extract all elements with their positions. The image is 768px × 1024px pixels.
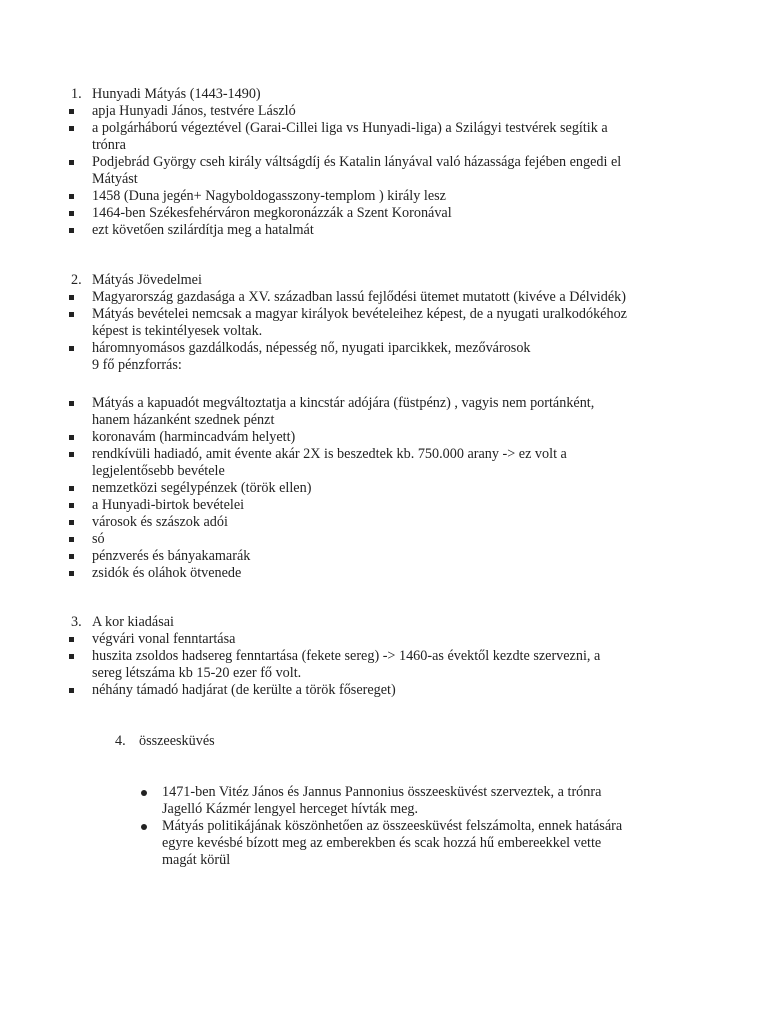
bullet-marker [69, 515, 75, 531]
list-item-line: pénzverés és bányakamarák [92, 548, 251, 564]
list-item-line: Podjebrád György cseh király váltságdíj és Katalin lányával való házassága fejében engedi el [92, 154, 622, 170]
list-item-line: hanem házanként szednek pénzt [92, 412, 275, 428]
bullet-marker [69, 307, 75, 323]
section-3-number: 3. [71, 614, 82, 630]
list-item-line: Mátyás a kapuadót megváltoztatja a kincstár adójára (füstpénz) , vagyis nem portánként, [92, 395, 595, 411]
list-item-line: rendkívüli hadiadó, amit évente akár 2X is beszedtek kb. 750.000 arany -> ez volt a [92, 446, 567, 462]
list-item-line: sereg létszáma kb 15-20 ezer fő volt. [92, 665, 302, 681]
list-item-line: háromnyomásos gazdálkodás, népesség nő, nyugati iparcikkek, mezővárosok [92, 340, 531, 356]
bullet-marker [69, 189, 75, 205]
bullet-marker [69, 632, 75, 648]
list-item-line: végvári vonal fenntartása [92, 631, 236, 647]
list-item-line: magát körül [162, 852, 231, 868]
bullet-marker [69, 549, 75, 565]
list-item-line: a polgárháború végeztével (Garai-Cillei liga vs Hunyadi-liga) a Szilágyi testvérek segítik a [92, 120, 608, 136]
list-item-line: 1464-ben Székesfehérváron megkoronázzák a Szent Koronával [92, 205, 452, 221]
list-item-line: városok és szászok adói [92, 514, 228, 530]
list-item-line: nemzetközi segélypénzek (török ellen) [92, 480, 312, 496]
bullet-marker [69, 566, 75, 582]
bullet-marker [141, 785, 148, 801]
list-item-line: képest is tekintélyesek voltak. [92, 323, 263, 339]
bullet-marker [69, 430, 75, 446]
bullet-marker [141, 819, 148, 835]
bullet-marker [69, 290, 75, 306]
list-item-line: zsidók és oláhok ötvenede [92, 565, 242, 581]
list-item-line: Mátyás politikájának köszönhetően az összeesküvést felszámolta, ennek hatására [162, 818, 623, 834]
bullet-marker [69, 206, 75, 222]
list-item-line: apja Hunyadi János, testvére László [92, 103, 296, 119]
bullet-marker [69, 447, 75, 463]
list-item-line: ezt követően szilárdítja meg a hatalmát [92, 222, 314, 238]
list-item-line: legjelentősebb bevétele [92, 463, 225, 479]
bullet-marker [69, 498, 75, 514]
list-item-line: Mátyást [92, 171, 138, 187]
list-item-line: só [92, 531, 105, 547]
bullet-marker [69, 532, 75, 548]
bullet-marker [69, 396, 75, 412]
section-2-title: Mátyás Jövedelmei [92, 272, 202, 288]
list-item-line: egyre kevésbé bízott meg az emberekben és scak hozzá hű embereekkel vette [162, 835, 602, 851]
list-item-line: Magyarország gazdasága a XV. században lassú fejlődési ütemet mutatott (kivéve a Délvidék) [92, 289, 626, 305]
list-item-line: Mátyás bevételei nemcsak a magyar királyok bevételeihez képest, de a nyugati uralkodókéhoz [92, 306, 627, 322]
list-item-line: huszita zsoldos hadsereg fenntartása (fekete sereg) -> 1460-as évektől kezdte szervezni, a [92, 648, 601, 664]
bullet-marker [69, 683, 75, 699]
list-item-line: 9 fő pénzforrás: [92, 357, 182, 373]
bullet-marker [69, 223, 75, 239]
list-item-line: 1458 (Duna jegén+ Nagyboldogasszony-templom ) király lesz [92, 188, 446, 204]
section-1-title: Hunyadi Mátyás (1443-1490) [92, 86, 261, 102]
list-item-line: 1471-ben Vitéz János és Jannus Pannonius összeesküvést szerveztek, a trónra [162, 784, 602, 800]
bullet-marker [69, 341, 75, 357]
section-3-title: A kor kiadásai [92, 614, 174, 630]
bullet-marker [69, 121, 75, 137]
section-4-title: összeesküvés [139, 733, 215, 749]
section-1-number: 1. [71, 86, 82, 102]
bullet-marker [69, 481, 75, 497]
bullet-marker [69, 155, 75, 171]
bullet-marker [69, 649, 75, 665]
bullet-marker [69, 104, 75, 120]
list-item-line: Jagelló Kázmér lengyel herceget hívták meg. [162, 801, 419, 817]
section-2-number: 2. [71, 272, 82, 288]
section-4-number: 4. [115, 733, 126, 749]
list-item-line: trónra [92, 137, 126, 153]
list-item-line: a Hunyadi-birtok bevételei [92, 497, 245, 513]
list-item-line: koronavám (harmincadvám helyett) [92, 429, 296, 445]
list-item-line: néhány támadó hadjárat (de kerülte a török fősereget) [92, 682, 396, 698]
